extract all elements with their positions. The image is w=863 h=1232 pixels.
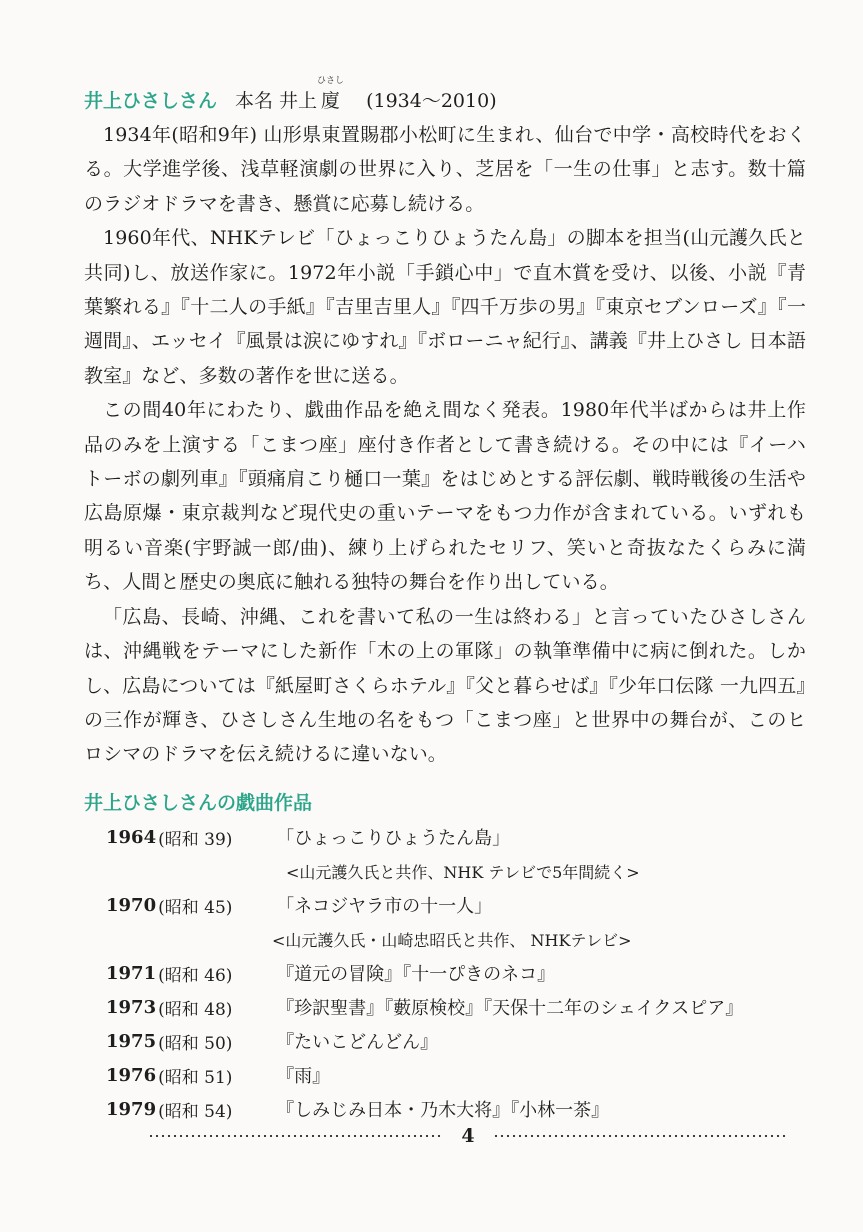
author-name: 井上ひさしさん [84,90,218,112]
work-year: 1973 [106,996,157,1018]
work-row [106,820,826,854]
work-era: (昭和 39) [158,829,233,850]
page-footer [148,1122,788,1150]
work-year: 1971 [106,962,157,984]
work-note: <山元護久氏と共作、NHK テレビで5年間続く> [286,862,640,882]
work-row [106,956,826,990]
work-era: (昭和 50) [158,1033,233,1054]
work-era: (昭和 51) [158,1067,233,1088]
work-year: 1964 [106,826,157,848]
work-title: 『道元の冒険』『十一ぴきのネコ』 [276,964,556,985]
work-title: 『たいこどんどん』 [276,1032,439,1053]
bio-heading [84,76,497,116]
work-year: 1976 [106,1064,157,1086]
paragraph-3: この間40年にわたり、戯曲作品を絶え間なく発表。1980年代半ばからは井上作品のみを上演する「こまつ座」座付き作者として書き続ける。その中には『イーハトーボの劇列車』『頭痛肩こり樋口一葉』をはじめとする評伝劇、戦時戦後の生活や広島原爆・東京裁判など現代史の重いテーマをもつ力作が含まれている。いずれも明るい音楽(宇野誠一郎/曲)、練り上げられたセリフ、笑いと奇抜なたくらみに満ち、人間と歴史の奥底に触れる独特の舞台を作り出している。 [84,399,806,594]
realname-label: 本名 井上 [235,90,318,112]
work-row [106,1058,826,1092]
paragraph-2: 1960年代、NHKテレビ「ひょっこりひょうたん島」の脚本を担当(山元護久氏と共同)し、放送作家に。1972年小説「手鎖心中」で直木賞を受け、以後、小説『青葉繁れる』『十二人の手紙』『吉里吉里人』『四千万歩の男』『東京セブンローズ』『一週間』、エッセイ『風景は涙にゆすれ』『ボローニャ紀行』、講義『井上ひさし 日本語教室』など、多数の著作を世に送る。 [84,227,806,387]
work-year: 1970 [106,894,157,916]
realname-char: 廈 [321,90,341,112]
page-number: 4 [461,1125,475,1147]
work-row [106,1092,826,1126]
dotted-leader-right [493,1135,788,1137]
work-title: 『珍訳聖書』『藪原検校』『天保十二年のシェイクスピア』 [276,998,744,1019]
works-heading: 井上ひさしさんの戯曲作品 [84,792,313,814]
work-title: 「ひょっこりひょうたん島」 [276,828,511,849]
work-row [106,990,826,1024]
life-years: (1934～2010) [366,90,497,112]
work-year: 1975 [106,1030,157,1052]
work-era: (昭和 48) [158,999,233,1020]
biography-body [84,118,806,772]
work-era: (昭和 46) [158,965,233,986]
work-era: (昭和 54) [158,1101,233,1122]
work-title: 「ネコジヤラ市の十一人」 [276,896,493,917]
realname-char-with-ruby [317,76,345,113]
dotted-leader-left [148,1135,443,1137]
work-year: 1979 [106,1098,157,1120]
work-note: <山元護久氏・山崎忠昭氏と共作、 NHKテレビ> [272,930,632,950]
paragraph-1: 1934年(昭和9年) 山形県東置賜郡小松町に生まれ、仙台で中学・高校時代をおくる。大学進学後、浅草軽演劇の世界に入り、芝居を「一生の仕事」と志す。数十篇のラジオドラマを書き、懸賞に応募し続ける。 [84,124,806,215]
work-title: 『しみじみ日本・乃木大将』『小林一茶』 [276,1100,610,1121]
work-row [106,888,826,922]
paragraph-4: 「広島、長崎、沖縄、これを書いて私の一生は終わる」と言っていたひさしさんは、沖縄戦をテーマにした新作「木の上の軍隊」の執筆準備中に病に倒れた。しかし、広島については『紙屋町さくらホテル』『父と暮らせば』『少年口伝隊 一九四五』の三作が輝き、ひさしさん生地の名をもつ「こまつ座」と世界中の舞台が、このヒロシマのドラマを伝え続けるに違いない。 [84,605,806,766]
work-title: 『雨』 [276,1066,331,1087]
work-era: (昭和 45) [158,897,233,918]
work-row [106,1024,826,1058]
realname-ruby: ひさし [317,76,345,86]
works-list [106,820,826,1126]
